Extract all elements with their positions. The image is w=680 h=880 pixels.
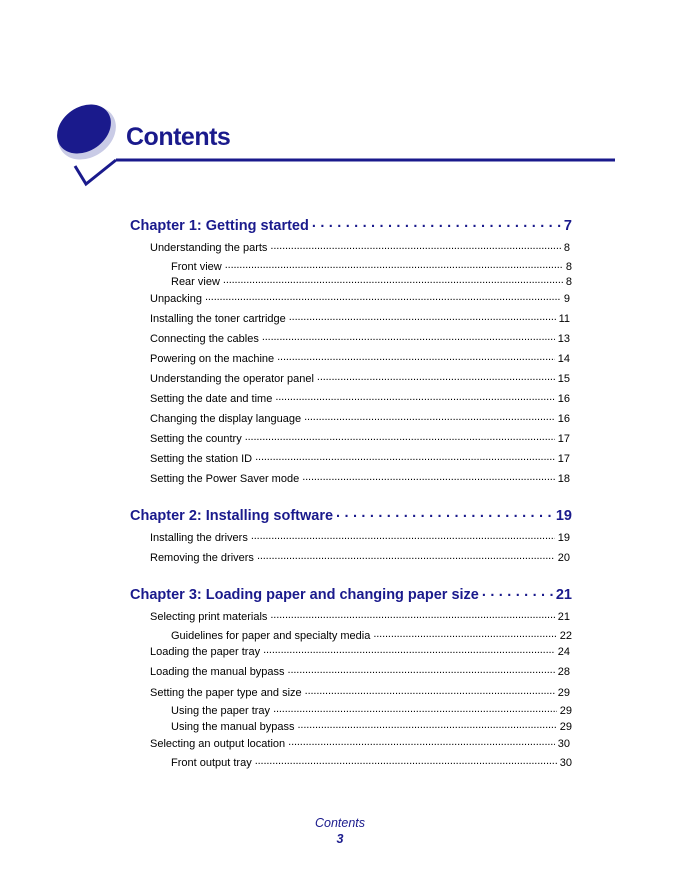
- toc-label: Setting the paper type and size: [150, 687, 302, 699]
- toc-page: 20: [557, 552, 570, 564]
- toc-label: Understanding the operator panel: [150, 373, 314, 385]
- toc-entry[interactable]: [130, 530, 570, 544]
- header-check-mark: [75, 160, 116, 184]
- toc-page: 8: [565, 276, 572, 288]
- toc-page: 16: [557, 413, 570, 425]
- toc-label: Front view: [171, 261, 222, 273]
- toc-page: 19: [555, 507, 572, 524]
- toc-leader: [270, 240, 560, 251]
- toc-page: 17: [557, 433, 570, 445]
- toc-leader: [288, 664, 555, 675]
- toc-label: Chapter 1: Getting started: [130, 217, 309, 234]
- toc-label: Installing the toner cartridge: [150, 313, 286, 325]
- toc-label: Connecting the cables: [150, 333, 259, 345]
- toc-page: 11: [558, 313, 570, 325]
- toc-leader: [257, 550, 555, 561]
- toc-entry[interactable]: [130, 291, 570, 305]
- toc-chapter-1[interactable]: [130, 215, 572, 234]
- toc-page: 8: [563, 242, 570, 254]
- toc-leader: [262, 331, 555, 342]
- toc-page: 29: [557, 687, 570, 699]
- toc-entry[interactable]: [130, 550, 570, 564]
- toc-subentry[interactable]: [130, 628, 572, 642]
- toc-entry[interactable]: [130, 471, 570, 485]
- toc-entry[interactable]: [130, 736, 570, 750]
- toc-leader: [336, 505, 553, 520]
- toc-leader: [373, 628, 556, 639]
- toc-leader: [270, 609, 554, 620]
- toc-leader: [317, 371, 555, 382]
- toc-leader: [255, 755, 557, 766]
- toc-page: 30: [557, 738, 570, 750]
- toc-leader: [305, 685, 555, 696]
- toc-entry[interactable]: [130, 351, 570, 365]
- toc-page: 28: [557, 666, 570, 678]
- toc-entry[interactable]: [130, 685, 570, 699]
- toc-label: Setting the date and time: [150, 393, 273, 405]
- toc-label: Setting the Power Saver mode: [150, 473, 300, 485]
- toc-label: Changing the display language: [150, 413, 302, 425]
- toc-label: Unpacking: [150, 293, 202, 305]
- toc-page: 16: [557, 393, 570, 405]
- toc-subentry[interactable]: [130, 719, 572, 733]
- toc-entry[interactable]: [130, 391, 570, 405]
- toc-page: 19: [557, 532, 570, 544]
- toc-label: Loading the manual bypass: [150, 666, 285, 678]
- toc-leader: [245, 431, 555, 442]
- toc-entry[interactable]: [130, 451, 570, 465]
- toc-leader: [312, 215, 561, 230]
- toc-page: 29: [559, 705, 572, 717]
- toc-label: Guidelines for paper and specialty media: [171, 630, 371, 642]
- toc-page: 18: [557, 473, 570, 485]
- toc-entry[interactable]: [130, 240, 570, 254]
- toc-leader: [288, 736, 555, 747]
- toc-leader: [482, 584, 553, 599]
- toc-leader: [273, 703, 557, 714]
- toc-leader: [223, 274, 563, 285]
- toc-entry[interactable]: [130, 664, 570, 678]
- toc-label: Setting the country: [150, 433, 242, 445]
- toc-page: 22: [559, 630, 572, 642]
- toc-entry[interactable]: [130, 311, 570, 325]
- toc-leader: [255, 451, 555, 462]
- toc-label: Understanding the parts: [150, 242, 268, 254]
- toc-entry[interactable]: [130, 431, 570, 445]
- toc-label: Setting the station ID: [150, 453, 253, 465]
- toc-page: 9: [563, 293, 570, 305]
- page-title: Contents: [126, 123, 231, 151]
- footer-section-name: Contents: [314, 816, 366, 830]
- toc-subentry[interactable]: [130, 703, 572, 717]
- toc-label: Chapter 3: Loading paper and changing paper size: [130, 586, 479, 603]
- toc-leader: [304, 411, 555, 422]
- toc-leader: [302, 471, 555, 482]
- toc-label: Using the manual bypass: [171, 721, 295, 733]
- toc-page: 7: [563, 217, 572, 234]
- toc-entry[interactable]: [130, 411, 570, 425]
- toc-subentry[interactable]: [130, 274, 572, 288]
- toc-label: Loading the paper tray: [150, 646, 261, 658]
- toc-page: 24: [557, 646, 570, 658]
- toc-page: 8: [565, 261, 572, 273]
- toc-label: Selecting print materials: [150, 611, 268, 623]
- toc-label: Rear view: [171, 276, 220, 288]
- toc-entry[interactable]: [130, 331, 570, 345]
- toc-page: 29: [559, 721, 572, 733]
- toc-page: 21: [557, 611, 570, 623]
- toc-subentry[interactable]: [130, 259, 572, 273]
- toc-subentry[interactable]: [130, 755, 572, 769]
- toc-entry[interactable]: [130, 371, 570, 385]
- toc-page: 15: [557, 373, 570, 385]
- toc-leader: [251, 530, 555, 541]
- toc-label: Selecting an output location: [150, 738, 286, 750]
- toc-page: 17: [557, 453, 570, 465]
- toc-leader: [225, 259, 563, 270]
- toc-leader: [205, 291, 561, 302]
- toc-page: 14: [557, 353, 570, 365]
- toc-page: 21: [555, 586, 572, 603]
- footer-page-number: 3: [336, 832, 344, 846]
- toc-label: Chapter 2: Installing software: [130, 507, 334, 524]
- toc-label: Powering on the machine: [150, 353, 275, 365]
- toc-page: 13: [557, 333, 570, 345]
- toc-leader: [289, 311, 556, 322]
- toc-leader: [298, 719, 557, 730]
- toc-leader: [275, 391, 554, 402]
- toc-leader: [277, 351, 555, 362]
- toc-chapter-2[interactable]: [130, 505, 572, 524]
- toc-page: 30: [559, 757, 572, 769]
- toc-chapter-3[interactable]: [130, 584, 572, 603]
- toc-label: Front output tray: [171, 757, 252, 769]
- toc-leader: [263, 644, 555, 655]
- toc-label: Removing the drivers: [150, 552, 254, 564]
- toc-entry[interactable]: [130, 644, 570, 658]
- toc-entry[interactable]: [130, 609, 570, 623]
- toc-label: Installing the drivers: [150, 532, 248, 544]
- toc-label: Using the paper tray: [171, 705, 271, 717]
